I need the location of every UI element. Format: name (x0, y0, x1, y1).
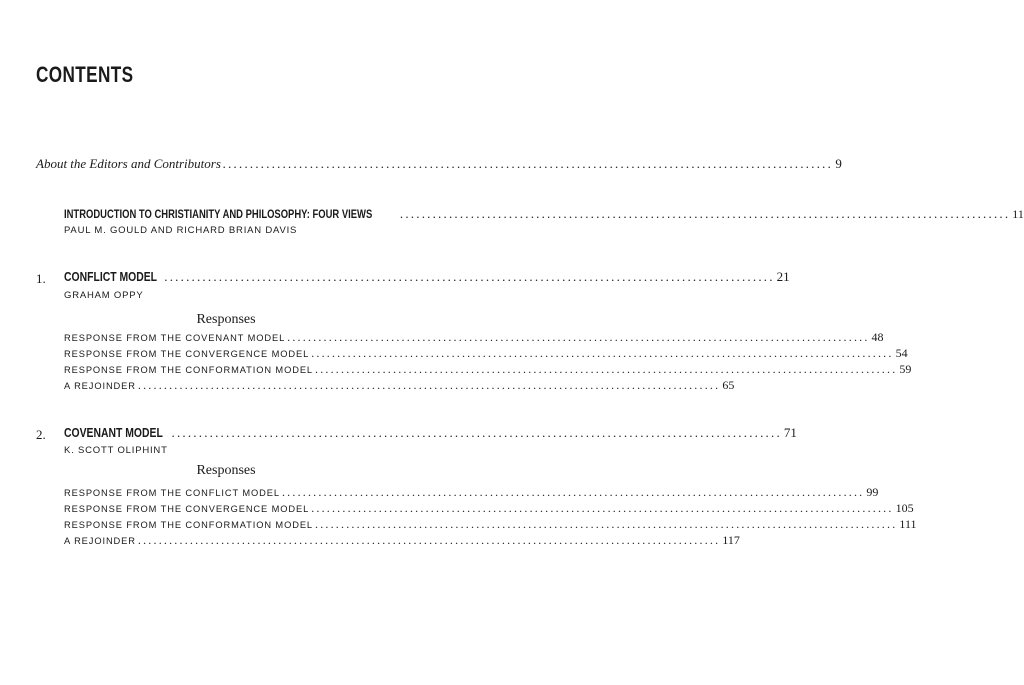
toc-entry-page: 11 (1012, 207, 1024, 221)
dot-leader (285, 330, 871, 345)
toc-entry-label: INTRODUCTION TO CHRISTIANITY AND PHILOSOPHY: FOUR VIEWS (64, 209, 373, 221)
chapter-number: 2. (36, 427, 46, 442)
toc-entry-label: COVENANT MODEL (64, 425, 163, 440)
toc-entry-label: RESPONSE FROM THE COVENANT MODEL (64, 333, 286, 343)
responses-heading: Responses (196, 312, 256, 327)
toc-entry-chapter-2[interactable] (64, 425, 797, 441)
introduction-authors: PAUL M. GOULD AND RICHARD BRIAN DAVIS (64, 225, 298, 236)
toc-entry-page: 48 (871, 330, 884, 344)
toc-entry-about[interactable] (36, 156, 842, 172)
dot-leader (280, 485, 866, 500)
toc-entry-page: 71 (783, 425, 797, 440)
toc-entry-page: 117 (722, 533, 740, 547)
dot-leader (136, 533, 722, 548)
toc-entry-label: RESPONSE FROM THE CONFLICT MODEL (64, 488, 280, 498)
chapter-author: GRAHAM OPPY (64, 290, 144, 301)
toc-entry-label: RESPONSE FROM THE CONFORMATION MODEL (64, 365, 313, 375)
toc-entry-label: A REJOINDER (64, 536, 136, 546)
toc-entry-response[interactable] (64, 501, 914, 516)
toc-entry-page: 9 (835, 156, 842, 171)
chapter-number: 1. (36, 271, 46, 286)
page-title: CONTENTS (36, 62, 134, 87)
toc-entry-page: 54 (895, 346, 908, 360)
toc-entry-page: 105 (895, 501, 914, 515)
toc-entry-response[interactable] (64, 533, 740, 548)
toc-entry-response[interactable] (64, 517, 917, 532)
toc-entry-label: RESPONSE FROM THE CONVERGENCE MODEL (64, 349, 310, 359)
toc-entry-chapter-1[interactable] (64, 269, 790, 285)
toc-entry-response[interactable] (64, 346, 908, 361)
dot-leader (313, 362, 899, 377)
toc-entry-page: 59 (899, 362, 912, 376)
toc-entry-label: A REJOINDER (64, 381, 136, 391)
toc-entry-label: About the Editors and Contributors (36, 156, 221, 171)
toc-entry-response[interactable] (64, 378, 735, 393)
toc-entry-response[interactable] (64, 362, 912, 377)
toc-entry-label: RESPONSE FROM THE CONVERGENCE MODEL (64, 504, 310, 514)
toc-entry-page: 65 (722, 378, 735, 392)
toc-entry-response[interactable] (64, 330, 884, 345)
toc-entry-label: CONFLICT MODEL (64, 269, 158, 284)
toc-entry-page: 21 (776, 269, 790, 284)
dot-leader (170, 425, 784, 441)
dot-leader (162, 269, 776, 285)
toc-entry-page: 99 (866, 485, 879, 499)
toc-entry-page: 111 (899, 517, 917, 531)
dot-leader (309, 346, 895, 361)
toc-entry-introduction[interactable] (64, 206, 1024, 222)
dot-leader (136, 378, 722, 393)
dot-leader (309, 501, 895, 516)
chapter-author: K. SCOTT OLIPHINT (64, 445, 168, 456)
toc-entry-label: RESPONSE FROM THE CONFORMATION MODEL (64, 520, 313, 530)
toc-entry-response[interactable] (64, 485, 879, 500)
responses-heading: Responses (196, 463, 256, 478)
dot-leader (398, 206, 1012, 222)
dot-leader (313, 517, 899, 532)
dot-leader (221, 156, 835, 172)
